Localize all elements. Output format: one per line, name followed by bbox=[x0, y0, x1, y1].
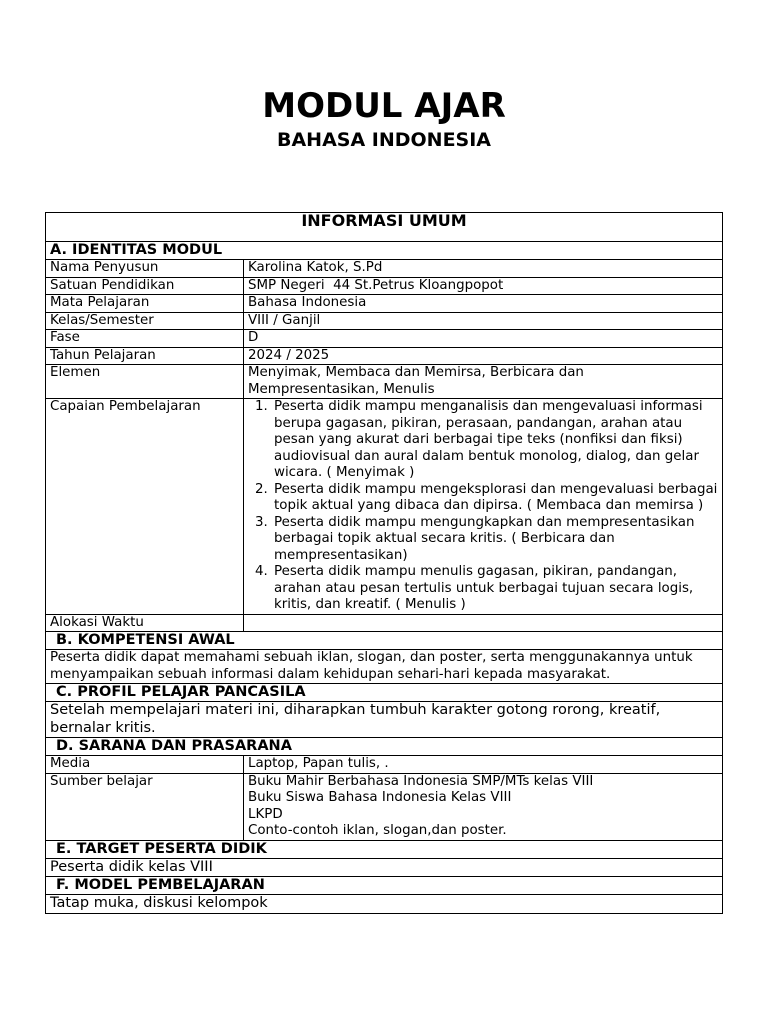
row-label: Nama Penyusun bbox=[46, 260, 244, 278]
section-profil-title: C. PROFIL PELAJAR PANCASILA bbox=[46, 684, 723, 702]
row-label: Kelas/Semester bbox=[46, 312, 244, 330]
list-item: LKPD bbox=[248, 806, 283, 822]
profil-text: Setelah mempelajari materi ini, diharapkan tumbuh karakter gotong rorong, kreatif, bernalar kritis. bbox=[46, 702, 723, 738]
kompetensi-text: Peserta didik dapat memahami sebuah iklan, slogan, dan poster, serta menggunakannya untuk menyampaikan sebuah informasi dalam kehidupan sehari-hari kepada masyarakat. bbox=[46, 650, 723, 684]
row-value: 2024 / 2025 bbox=[244, 347, 723, 365]
capaian-list bbox=[248, 399, 718, 614]
section-kompetensi-title: B. KOMPETENSI AWAL bbox=[46, 632, 723, 650]
row-value: SMP Negeri 44 St.Petrus Kloangpopot bbox=[244, 277, 723, 295]
row-value: D bbox=[244, 330, 723, 348]
model-text: Tatap muka, diskusi kelompok bbox=[46, 895, 723, 914]
sumber-value bbox=[244, 773, 723, 840]
table-row bbox=[46, 312, 723, 330]
media-label: Media bbox=[46, 756, 244, 774]
list-item: 1. Peserta didik mampu menganalisis dan mengevaluasi informasi berupa gagasan, pikiran, perasaan, pandangan, arahan atau pesan yang akurat dari berbagai tipe teks (nonfiksi dan fiksi) audiovisual dan aural dalam bentuk monolog, dialog, dan gelar wicara. ( Menyimak ) bbox=[272, 399, 718, 482]
capaian-label: Capaian Pembelajaran bbox=[46, 399, 244, 615]
table-row bbox=[46, 330, 723, 348]
section-sarana-title: D. SARANA DAN PRASARANA bbox=[46, 738, 723, 756]
table-row bbox=[46, 277, 723, 295]
capaian-value bbox=[244, 399, 723, 615]
alokasi-value bbox=[244, 614, 723, 632]
row-label: Tahun Pelajaran bbox=[46, 347, 244, 365]
list-item: Conto-contoh iklan, slogan,dan poster. bbox=[248, 823, 507, 838]
table-row bbox=[46, 614, 723, 632]
table-row bbox=[46, 773, 723, 840]
info-table bbox=[45, 212, 723, 914]
table-row bbox=[46, 295, 723, 313]
info-heading: INFORMASI UMUM bbox=[46, 213, 723, 242]
row-value: Menyimak, Membaca dan Memirsa, Berbicara dan Mempresentasikan, Menulis bbox=[244, 365, 723, 399]
row-value: Bahasa Indonesia bbox=[244, 295, 723, 313]
list-item: Buku Siswa Bahasa Indonesia Kelas VIII bbox=[248, 790, 512, 805]
section-target-title: E. TARGET PESERTA DIDIK bbox=[46, 840, 723, 858]
section-model-title: F. MODEL PEMBELAJARAN bbox=[46, 877, 723, 895]
list-item: Buku Mahir Berbahasa Indonesia SMP/MTs kelas VIII bbox=[248, 773, 594, 789]
media-value: Laptop, Papan tulis, . bbox=[244, 756, 723, 774]
row-label: Fase bbox=[46, 330, 244, 348]
sumber-label: Sumber belajar bbox=[46, 773, 244, 840]
row-value: Karolina Katok, S.Pd bbox=[244, 260, 723, 278]
row-label: Elemen bbox=[46, 365, 244, 399]
target-text: Peserta didik kelas VIII bbox=[46, 858, 723, 877]
row-value: VIII / Ganjil bbox=[244, 312, 723, 330]
list-item: 2. Peserta didik mampu mengeksplorasi dan mengevaluasi berbagai topik aktual yang dibaca dan dipirsa. ( Membaca dan memirsa ) bbox=[272, 482, 718, 515]
table-row bbox=[46, 260, 723, 278]
section-identitas-title: A. IDENTITAS MODUL bbox=[46, 242, 723, 260]
page-subtitle: BAHASA INDONESIA bbox=[276, 129, 492, 151]
list-item: 4. Peserta didik mampu menulis gagasan, pikiran, pandangan, arahan atau pesan tertulis untuk berbagai tujuan secara logis, kritis, dan kreatif. ( Menulis ) bbox=[272, 564, 718, 614]
table-row bbox=[46, 365, 723, 399]
table-row bbox=[46, 347, 723, 365]
page-title: MODUL AJAR bbox=[262, 86, 506, 126]
list-item: 3. Peserta didik mampu mengungkapkan dan mempresentasikan berbagai topik aktual secara kritis. ( Berbicara dan mempresentasikan) bbox=[272, 515, 718, 565]
table-row bbox=[46, 756, 723, 774]
row-label: Satuan Pendidikan bbox=[46, 277, 244, 295]
table-row-capaian bbox=[46, 399, 723, 615]
alokasi-label: Alokasi Waktu bbox=[46, 614, 244, 632]
row-label: Mata Pelajaran bbox=[46, 295, 244, 313]
